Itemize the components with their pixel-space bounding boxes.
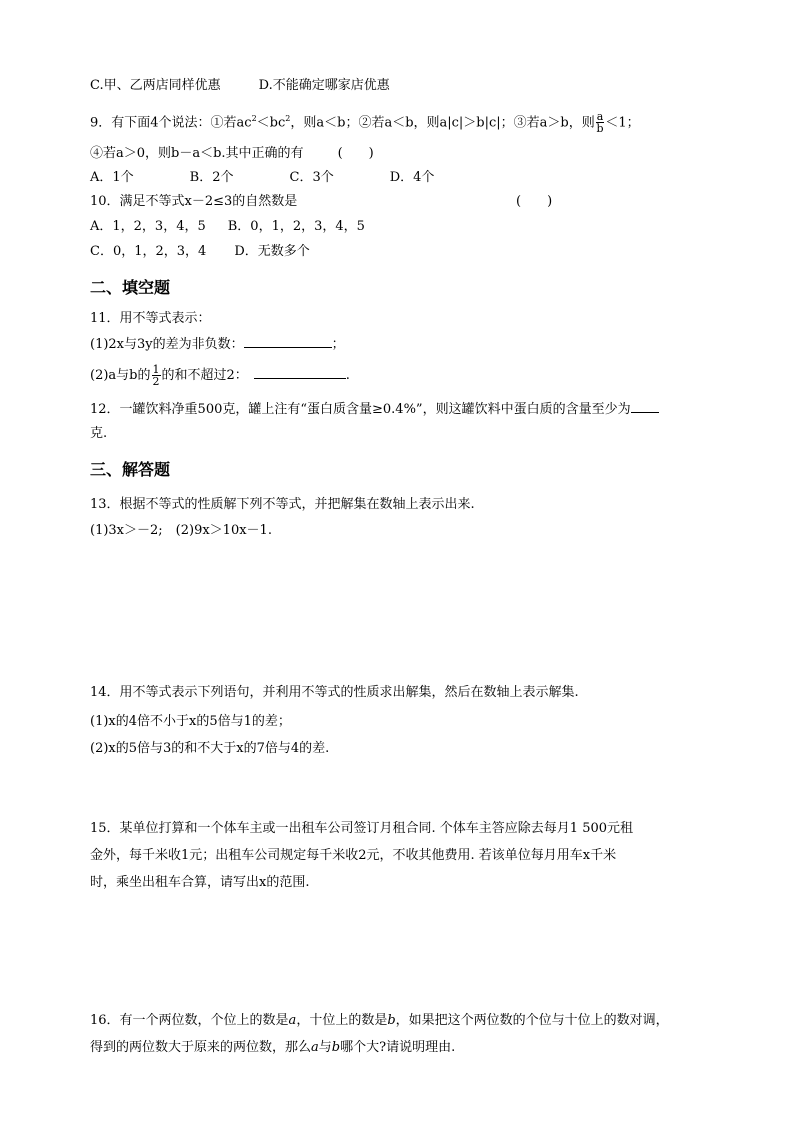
q11-half-fraction	[152, 364, 161, 387]
q11-fraction-denominator: 2	[152, 375, 160, 388]
q10-option-a: A．1，2，3，4，5	[90, 219, 206, 234]
q12-line1	[90, 400, 659, 419]
q9-option-a: A．1个	[90, 170, 134, 185]
q9-stem	[90, 110, 640, 134]
q10-options-row2	[90, 243, 310, 261]
q9-line2-text: ④若a＞0，则b－a＜b.其中正确的有	[90, 146, 304, 161]
q9-text-part2: ＜bc	[256, 115, 286, 131]
section-heading-solve: 三、解答题	[90, 460, 171, 479]
q8-options-row	[90, 77, 390, 95]
q16-line2	[90, 1039, 455, 1057]
q9-text-part1: 9．有下面4个说法：①若ac	[90, 115, 252, 131]
q16-line1	[90, 1012, 669, 1030]
section-heading-fill-in: 二、填空题	[90, 278, 171, 297]
q16-line2-variable-b: b	[331, 1040, 341, 1055]
q15-line2: 金外，每千米收1元；出租车公司规定每千米收2元，不收其他费用. 若该单位每月用车x千米	[90, 848, 617, 863]
q10-option-c: C．0，1，2，3，4	[90, 244, 207, 259]
q11-part2-answer-blank[interactable]	[254, 366, 346, 379]
q10-stem-text: 10．满足不等式x－2≤3的自然数是	[90, 194, 298, 209]
q14-part2: (2)x的5倍与3的和不大于x的7倍与4的差.	[90, 741, 330, 756]
q11-part2	[90, 364, 350, 387]
q10-options-row1	[90, 218, 365, 236]
q9-fraction-denominator: b	[596, 122, 604, 136]
q11-part2-text-mid: 的和不超过2：	[161, 368, 248, 383]
q9-superscript-2: 2	[285, 114, 291, 123]
q14-stem: 14．用不等式表示下列语句，并利用不等式的性质求出解集，然后在数轴上表示解集.	[90, 685, 579, 700]
q11-part2-text-start: (2)a与b的	[90, 368, 151, 383]
q16-line1-text-a: 16．有一个两位数，个位上的数是	[90, 1013, 289, 1028]
q8-option-c: C.甲、乙两店同样优惠	[90, 78, 221, 93]
q13-stem: 13．根据不等式的性质解下列不等式，并把解集在数轴上表示出来.	[90, 497, 475, 512]
q16-line1-text-c: ，如果把这个两位数的个位与十位上的数对调，	[395, 1013, 669, 1028]
q16-variable-b: b	[387, 1013, 396, 1028]
q12-answer-blank[interactable]	[631, 400, 659, 413]
q9-fraction	[596, 111, 605, 134]
q10-option-d: D．无数多个	[234, 244, 310, 259]
q10-option-b: B．0，1，2，3，4，5	[227, 219, 365, 234]
q11-part2-end: .	[345, 368, 350, 383]
q9-superscript-1: 2	[251, 114, 257, 123]
q11-stem: 11．用不等式表示：	[90, 311, 211, 326]
q16-line2-text-c: 哪个大?请说明理由.	[340, 1040, 456, 1055]
q11-part1	[90, 335, 345, 354]
q9-option-b: B．2个	[189, 170, 234, 185]
q9-answer-paren: ( )	[337, 146, 374, 161]
q16-line1-text-b: ，十位上的数是	[296, 1013, 388, 1028]
q10-stem	[90, 193, 297, 211]
q14-part1: (1)x的4倍不小于x的5倍与1的差；	[90, 714, 291, 729]
q10-answer-paren: ( )	[516, 194, 553, 209]
q16-line2-text-b: 与	[318, 1040, 332, 1055]
q11-fraction-numerator: 1	[152, 363, 160, 376]
q9-line2	[90, 145, 374, 163]
q12-line2: 克.	[90, 426, 108, 441]
q9-options	[90, 169, 434, 187]
q11-part1-answer-blank[interactable]	[244, 335, 332, 348]
q11-part1-end: ；	[331, 337, 345, 352]
q8-option-d: D.不能确定哪家店优惠	[258, 78, 390, 93]
q9-fraction-numerator: a	[596, 110, 604, 124]
q16-variable-a: a	[288, 1013, 297, 1028]
q13-parts: (1)3x＞－2; (2)9x＞10x－1.	[90, 523, 272, 538]
q9-option-d: D．4个	[389, 170, 435, 185]
q9-option-c: C．3个	[289, 170, 334, 185]
q15-line1: 15．某单位打算和一个体车主或一出租车公司签订月租合同. 个体车主答应除去每月1 500元租	[90, 821, 634, 836]
q9-text-part3: ，则a＜b；②若a＜b，则a|c|＞b|c|；③若a＞b，则	[290, 115, 595, 131]
q16-line2-text-a: 得到的两位数大于原来的两位数，那么	[90, 1040, 312, 1055]
q9-text-part4: ＜1；	[605, 115, 640, 131]
q12-line1-text: 12．一罐饮料净重500克，罐上注有“蛋白质含量≥0.4%”，则这罐饮料中蛋白质的含量至少为	[90, 402, 631, 417]
q16-line2-variable-a: a	[311, 1040, 319, 1055]
q15-line3: 时，乘坐出租车合算，请写出x的范围.	[90, 875, 310, 890]
q11-part1-text: (1)2x与3y的差为非负数：	[90, 337, 244, 352]
